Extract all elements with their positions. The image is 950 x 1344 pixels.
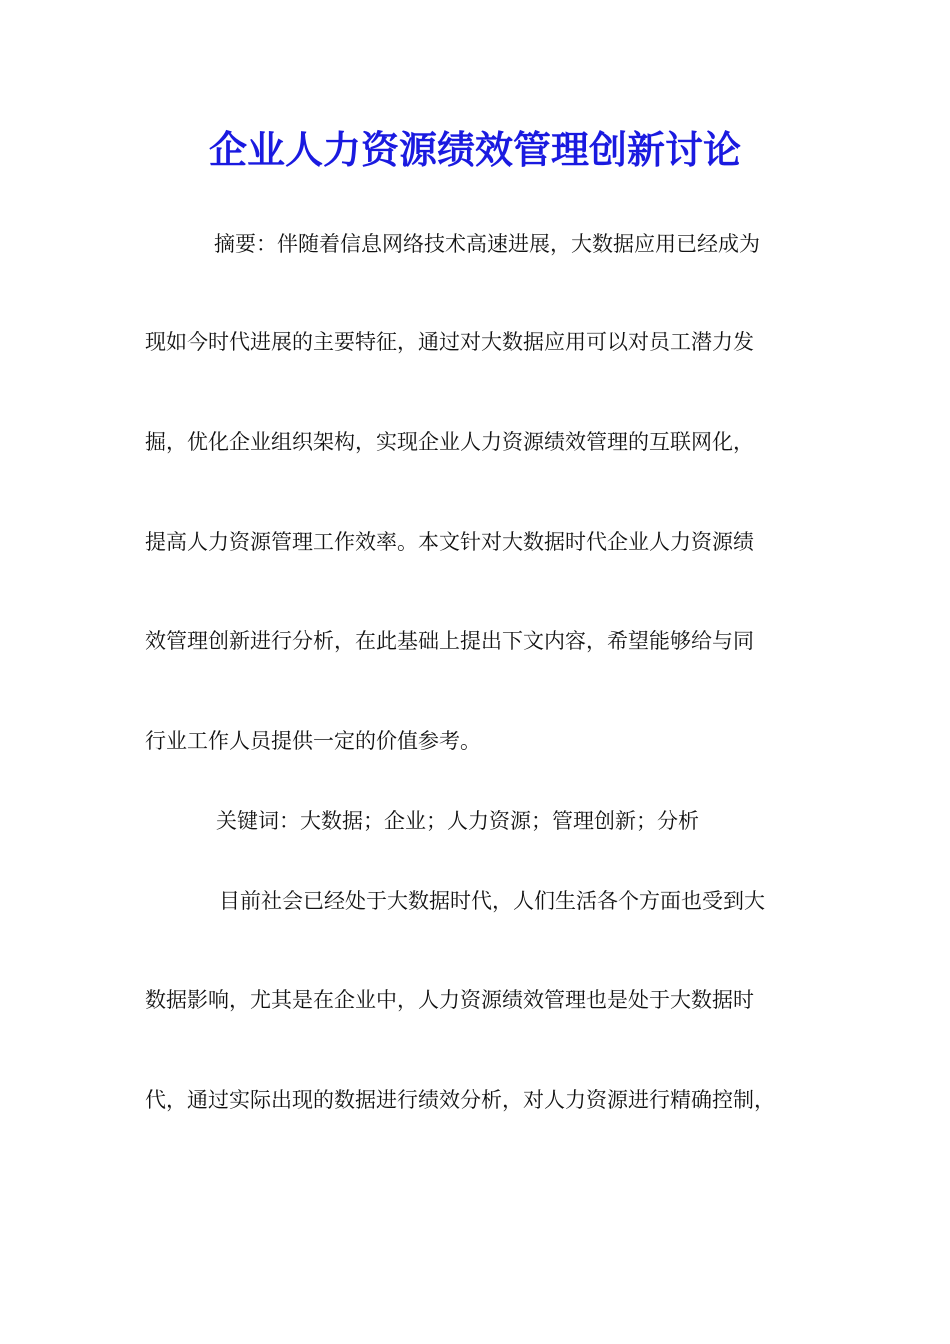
abstract-line-6: 行业工作人员提供一定的价值参考。: [145, 729, 481, 753]
document-title: 企业人力资源绩效管理创新讨论: [208, 127, 741, 172]
abstract-line-2: 现如今时代进展的主要特征，通过对大数据应用可以对员工潜力发: [145, 330, 754, 354]
abstract-line-1: 摘要：伴随着信息网络技术高速进展，大数据应用已经成为: [214, 232, 760, 256]
keywords-line: 关键词：大数据；企业；人力资源；管理创新；分析: [216, 809, 699, 833]
body-line-2: 数据影响，尤其是在企业中，人力资源绩效管理也是处于大数据时: [145, 988, 754, 1012]
abstract-line-4: 提高人力资源管理工作效率。本文针对大数据时代企业人力资源绩: [145, 530, 754, 554]
abstract-line-5: 效管理创新进行分析，在此基础上提出下文内容，希望能够给与同: [145, 629, 754, 653]
abstract-line-3: 掘，优化企业组织架构，实现企业人力资源绩效管理的互联网化，: [145, 430, 754, 454]
body-line-3: 代，通过实际出现的数据进行绩效分析，对人力资源进行精确控制，: [145, 1088, 775, 1112]
body-line-1: 目前社会已经处于大数据时代，人们生活各个方面也受到大: [219, 889, 765, 913]
